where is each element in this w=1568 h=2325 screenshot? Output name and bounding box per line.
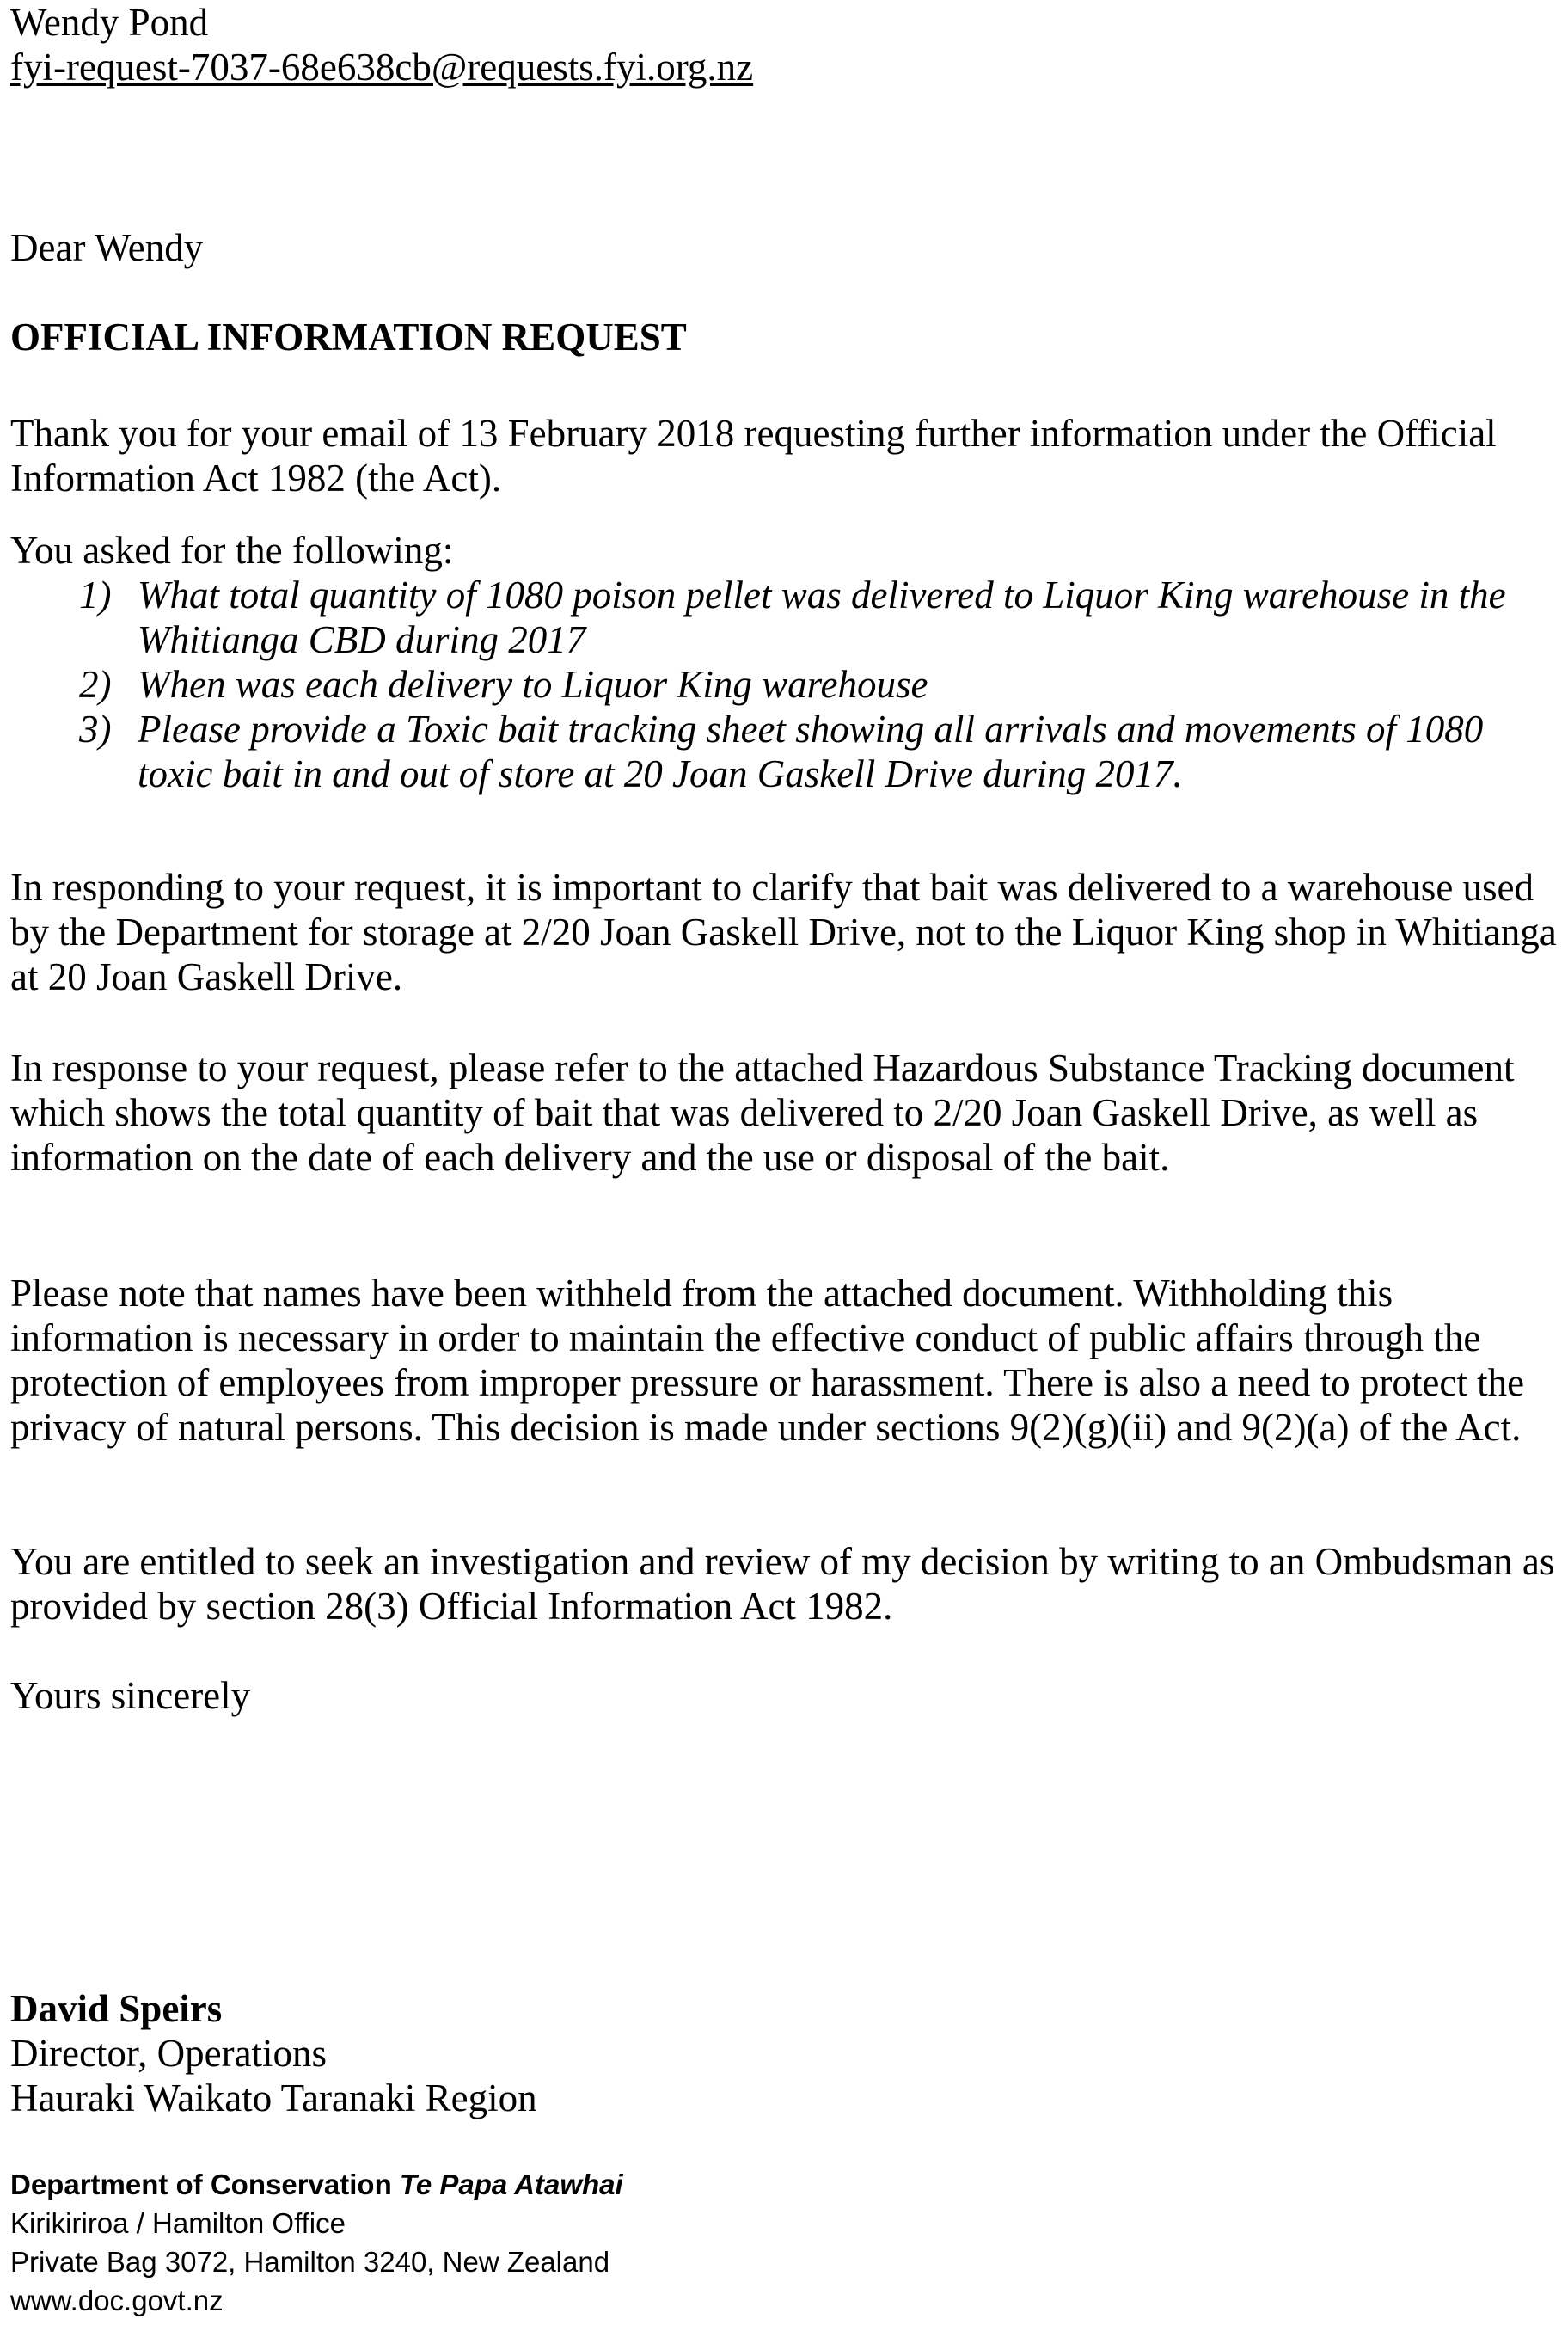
request-list <box>10 573 1558 796</box>
footer-org: Department of Conservation <box>10 2169 392 2200</box>
paragraph-clarification: In responding to your request, it is important to clarify that bait was delivered to a warehouse used by the Department for storage at 2/20 Joan Gaskell Drive, not to the Liquor King shop in Whitianga at 20 Joan Gaskell Drive. <box>10 866 1557 998</box>
paragraph-withholding: Please note that names have been withheld from the attached document. Withholding this information is necessary in order to maintain the effective conduct of public affairs through the protection of employees from improper pressure or harassment. There is also a need to protect the privacy of natural persons. This decision is made under sections 9(2)(g)(ii) and 9(2)(a) of the Act. <box>10 1272 1525 1449</box>
footer-org-line <box>10 2165 1558 2204</box>
paragraph-thanks: Thank you for your email of 13 February 2018 requesting further information under the Official Information Act 1982 (the Act). <box>10 412 1497 500</box>
footer-address: Private Bag 3072, Hamilton 3240, New Zealand <box>10 2246 610 2278</box>
footer-office: Kirikiriroa / Hamilton Office <box>10 2207 346 2239</box>
signatory-region: Hauraki Waikato Taranaki Region <box>10 2077 537 2119</box>
closing: Yours sincerely <box>10 1674 251 1717</box>
request-number: 3) <box>79 708 112 751</box>
request-number: 1) <box>79 574 112 617</box>
request-number: 2) <box>79 663 112 706</box>
footer-org-maori: Te Papa Atawhai <box>399 2169 623 2200</box>
paragraph-ombudsman: You are entitled to seek an investigation and review of my decision by writing to an Ombudsman as provided by section 28(3) Official Information Act 1982. <box>10 1540 1555 1628</box>
paragraph-response: In response to your request, please refer to the attached Hazardous Substance Tracking document which shows the total quantity of bait that was delivered to 2/20 Joan Gaskell Drive, as well as information on the date of each delivery and the use or disposal of the bait. <box>10 1046 1515 1179</box>
recipient-name: Wendy Pond <box>10 1 209 44</box>
request-item <box>10 707 1558 796</box>
paragraph-asked-intro: You asked for the following: <box>10 529 454 572</box>
letter-footer <box>10 2165 1558 2320</box>
salutation: Dear Wendy <box>10 226 204 269</box>
request-text: When was each delivery to Liquor King warehouse <box>138 663 928 706</box>
signatory-title: Director, Operations <box>10 2032 328 2075</box>
request-text: Please provide a Toxic bait tracking sheet showing all arrivals and movements of 1080 toxic bait in and out of store at 20 Joan Gaskell Drive during 2017. <box>138 708 1484 795</box>
request-item <box>10 662 1558 707</box>
request-text: What total quantity of 1080 poison pellet was delivered to Liquor King warehouse in the Whitianga CBD during 2017 <box>138 574 1506 661</box>
subject-heading: OFFICIAL INFORMATION REQUEST <box>10 316 687 359</box>
request-item <box>10 573 1558 662</box>
footer-website-link[interactable]: www.doc.govt.nz <box>10 2285 224 2316</box>
signatory-name: David Speirs <box>10 1987 223 2030</box>
recipient-email-link[interactable]: fyi-request-7037-68e638cb@requests.fyi.org.nz <box>10 46 754 89</box>
